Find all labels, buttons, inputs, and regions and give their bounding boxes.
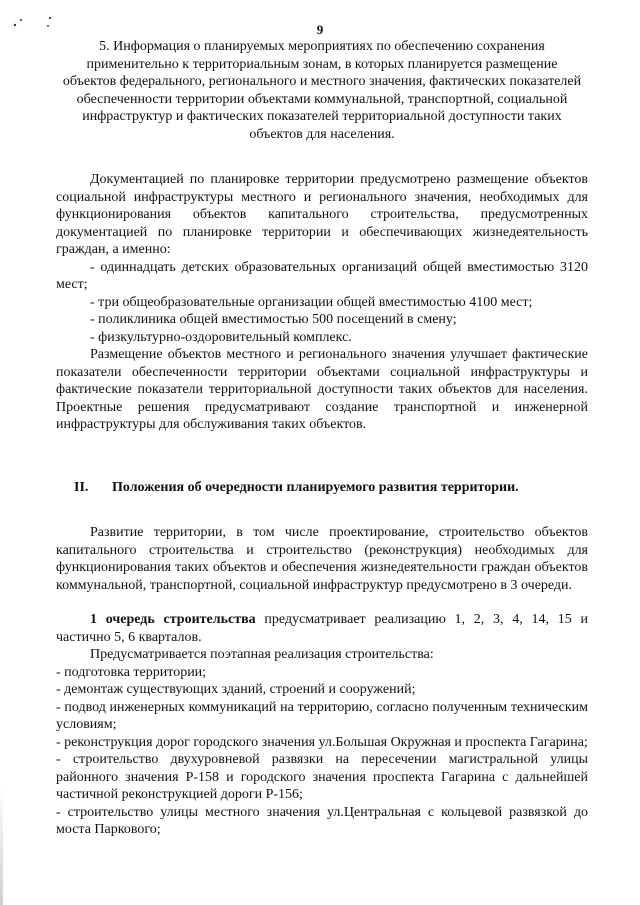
page-number: 9 [316,22,324,37]
list1-item: - физкультурно-оздоровительный комплекс. [90,329,352,345]
document-body [56,38,588,839]
paragraph-3: Развитие территории, в том числе проектирование, строительство объектов капитального строительства и строительство (реконструкция) необходимых для функционирования таких объектов и обеспечения жизнедеятельности граждан объектов коммунальной, транспортной, социальной инфраструктур предусмотрено в 3 очереди. [56,525,588,593]
list2-item: - подготовка территории; [56,664,207,680]
list1-item: - одиннадцать детских образовательных организаций общей вместимостью 3120 мест; [56,259,588,292]
section-2-title-text: Положения об очередности планируемого развития территории. [112,479,519,495]
section-2-title [74,479,588,497]
queue-1-text: предусматривает реализацию 1, 2, 3, 4, 14, 15 и частично 5, 6 кварталов. [56,612,589,645]
list2-item: - демонтаж существующих зданий, строений и сооружений; [56,682,416,697]
queue-1-label: 1 очередь строительства [90,612,256,627]
list2-item: - подвод инженерных коммуникаций на территорию, согласно полученным техническим условиям; [56,699,588,732]
list2-item: - реконструкция дорог городского значения ул.Большая Окружная и проспекта Гагарина; [56,734,588,750]
section5-heading: 5. Информация о планируемых мероприятиях по обеспечению сохранения применительно к территориальным зонам, в которых планируется размещение объектов федерального, регионального и местного значения, фактических показателей обеспеченности территории объектами коммунальной, транспортной, социальной инфраструктур и фактических показателей территориальной доступности таких объектов для населения. [62,39,582,142]
paragraph-2: Размещение объектов местного и регионального значения улучшает фактические показатели обеспеченности территории объектами социальной инфраструктуры и фактические показатели территориальной доступности таких объектов для населения. Проектные решения предусматривают создание транспортной и инженерной инфраструктуры для обслуживания таких объектов. [56,347,588,432]
list2-item: - строительство улицы местного значения ул.Центральная с кольцевой развязкой до моста Паркового; [56,804,588,837]
list1-item: - три общеобразовательные организации общей вместимостью 4100 мест; [90,294,533,310]
paragraph-4: Предусматривается поэтапная реализация строительства: [90,647,434,662]
scan-edge-shadow [0,785,3,905]
list1-item: - поликлиника общей вместимостью 500 посещений в смену; [90,312,457,327]
paragraph-1: Документацией по планировке территории предусмотрено размещение объектов социальной инфраструктуры местного и регионального значения, необходимых для функционирования объектов капитального строительства, предусмотренных документацией по планировке территории и обеспечивающих жизнедеятельность граждан, а именно: [56,172,588,257]
section-2-number: II. [74,479,89,495]
queue-1-paragraph [56,611,588,646]
list2-item: - строительство двухуровневой развязки на пересечении магистральной улицы районного значения Р-158 и городского значения проспекта Гагарина с дальнейшей частичной реконструкцией дороги Р-156; [56,752,588,802]
